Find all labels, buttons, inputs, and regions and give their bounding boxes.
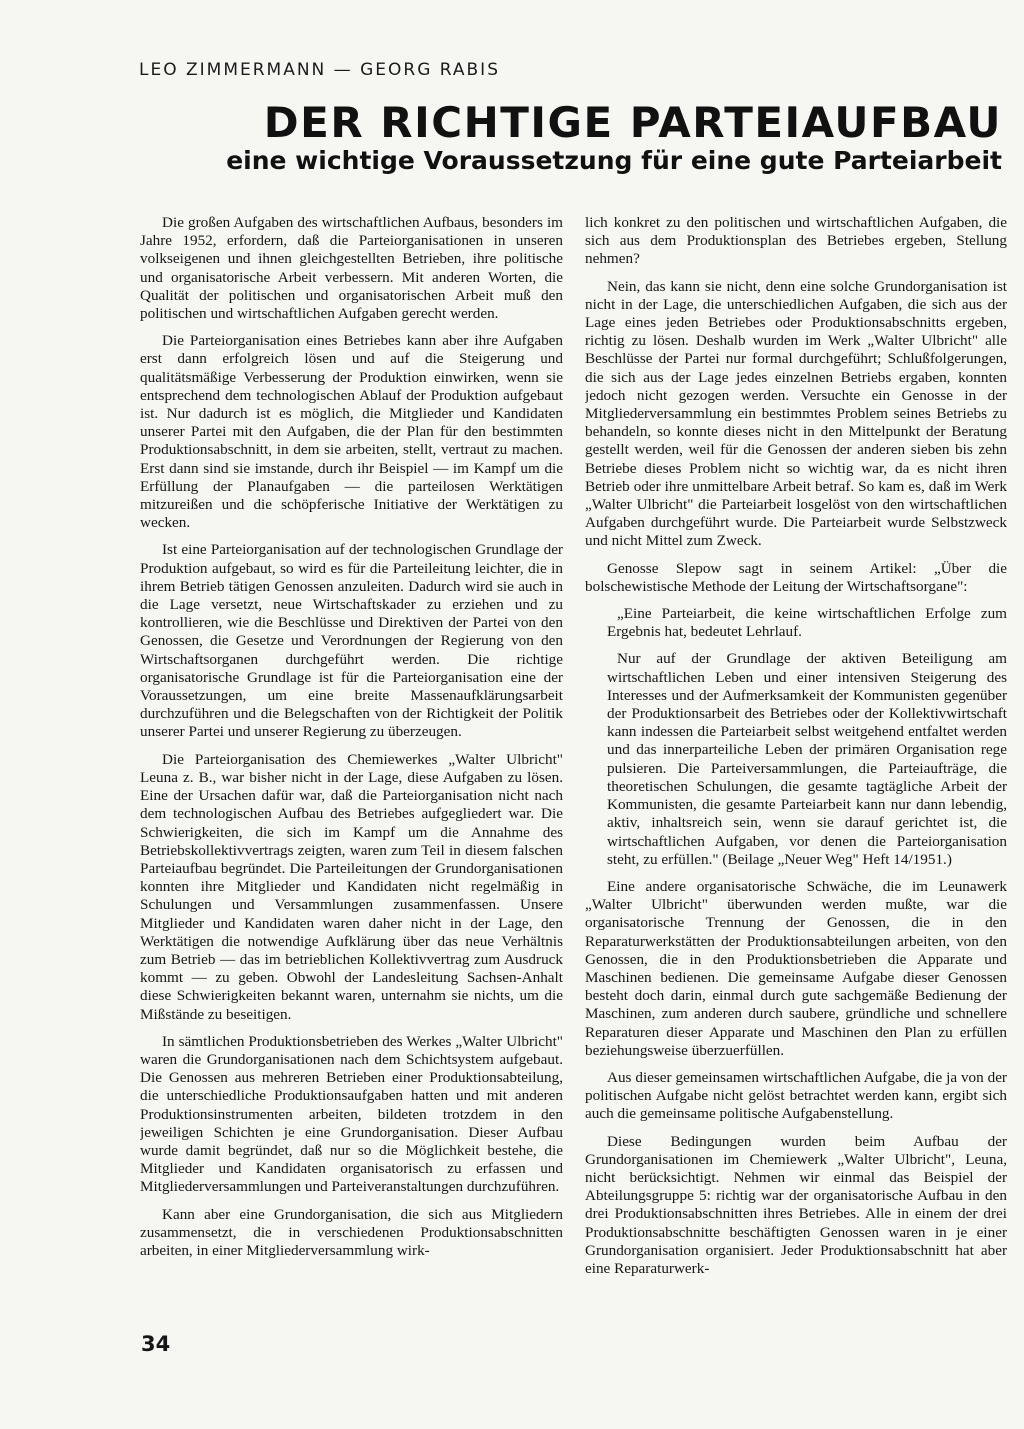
authors-line: LEO ZIMMERMANN — GEORG RABIS bbox=[139, 60, 500, 80]
paragraph: Diese Bedingungen wurden beim Aufbau der Grundorganisationen im Chemiewerk „Walter Ulbricht", Leuna, nicht berücksichtigt. Nehmen wir einmal das Beispiel der Abteilungsgruppe 5: richtig war der organisatorische Aufbau in den drei Produktionsabschnitten ihres Betriebes. Alle in einem der drei Produktionsabschnitte beschäftigten Genossen waren in je einer Grundorganisation organisiert. Jeder Produktionsabschnitt hat aber eine Reparaturwerk- bbox=[585, 1132, 1007, 1277]
paragraph: Die Parteiorganisation des Chemiewerkes „Walter Ulbricht" Leuna z. B., war bisher nicht in der Lage, diese Aufgaben zu lösen. Eine der Ursachen dafür war, daß die Parteiorganisation nicht nach dem technologischen Aufbau des Betriebes aufgegliedert war. Die Schwierigkeiten, die sich im Kampf um die Annahme des Betriebskollektivvertrags zeigten, waren zum Teil in diesem falschen Parteiaufbau begründet. Die Parteileitungen der Grundorganisationen konnten ihre Mitglieder und Kandidaten nicht regelmäßig in Schulungen und Versammlungen zusammenfassen. Unsere Mitglieder und Kandidaten waren daher nicht in der Lage, den Werktätigen die notwendige Aufklärung über das neue Verhältnis zum Betrieb — das im betrieblichen Kollektivvertrag zum Ausdruck kommt — zu geben. Obwohl der Landesleitung Sachsen-Anhalt diese Schwierigkeiten bekannt waren, unternahm sie nichts, um die Mißstände zu beseitigen. bbox=[140, 750, 563, 1023]
paragraph: Die Parteiorganisation eines Betriebes kann aber ihre Aufgaben erst dann erfolgreich lösen und auf die Steigerung und qualitätsmäßige Verbesserung der Produktion einwirken, wenn sie entsprechend dem technologischen Ablauf der Produktion aufgebaut ist. Nur dadurch ist es möglich, die Mitglieder und Kandidaten unserer Partei mit den Aufgaben, die der Plan für den bestimmten Produktionsabschnitt, in dem sie arbeiten, stellt, vertraut zu machen. Erst dann sind sie imstande, durch ihr Beispiel — im Kampf um die Erfüllung der Planaufgaben — die parteilosen Werktätigen mitzureißen und die schöpferische Initiative der Werktätigen zu wecken. bbox=[140, 332, 563, 532]
paragraph: Ist eine Parteiorganisation auf der technologischen Grundlage der Produktion aufgebaut, so wird es für die Parteileitung leichter, die in ihrem Betrieb tätigen Genossen anzuleiten. Dadurch wird sie auch in die Lage versetzt, neue Wirtschaftskader zu erziehen und zu kontrollieren, wie die Beschlüsse und Direktiven der Partei von den Genossen, die Gesetze und Verordnungen der Regierung von den Wirtschaftsorganen durchgeführt werden. Die richtige organisatorische Grundlage ist für die Parteiorganisation eine der Voraussetzungen, um eine breite Massenaufklärungsarbeit durchzuführen und die Belegschaften von der Richtigkeit der Politik unserer Partei und unserer Regierung zu überzeugen. bbox=[140, 541, 563, 741]
paragraph: Eine andere organisatorische Schwäche, die im Leunawerk „Walter Ulbricht" überwunden werden mußte, war die organisatorische Trennung der Genossen, die in den Reparaturwerkstätten der Produktionsabteilungen arbeiten, von den Genossen, die in den Produktionsbetrieben die Apparate und Maschinen bedienen. Die gemeinsame Aufgabe dieser Genossen besteht doch darin, einmal durch gute sachgemäße Bedienung der Maschinen, zum anderen durch saubere, gründliche und schnellere Reparaturen dieser Apparate und Maschinen den Plan zu erfüllen beziehungsweise überzuerfüllen. bbox=[585, 877, 1007, 1059]
paragraph: Die großen Aufgaben des wirtschaftlichen Aufbaus, besonders im Jahre 1952, erfordern, daß die Parteiorganisationen in unseren volkseigenen und ihnen gleichgestellten Betrieben, ihre politische und organisatorische Arbeit verbessern. Mit anderen Worten, die Qualität der politischen und organisatorischen Arbeit muß den politischen und wirtschaftlichen Aufgaben gerecht werden. bbox=[140, 214, 563, 323]
paragraph: Nein, das kann sie nicht, denn eine solche Grundorganisation ist nicht in der Lage, die unterschiedlichen Aufgaben, die sich aus der Lage eines jeden Betriebes oder Produktionsabschnitts ergeben, richtig zu lösen. Deshalb wurden im Werk „Walter Ulbricht" alle Beschlüsse der Partei nur formal durchgeführt; Schlußfolgerungen, die sich aus der Lage jedes einzelnen Betriebs ergaben, konnten jedoch nicht gezogen werden. Versuchte ein Genosse in der Mitgliederversammlung ein bestimmtes Problem seines Betriebs zu behandeln, so konnte dieses nicht in den Mittelpunkt der Beratung gestellt werden, weil für die Genossen der anderen sieben bis zehn Betriebe dieses Problem nicht so wichtig war, da es nicht ihren Betrieb oder ihre unmittelbare Arbeit betraf. So kam es, daß im Werk „Walter Ulbricht" die Parteiarbeit losgelöst von den wirtschaftlichen Aufgaben durchgeführt wurde. Die Parteiarbeit wurde Selbstzweck und nicht Mittel zum Zweck. bbox=[585, 277, 1007, 550]
quote-paragraph: „Eine Parteiarbeit, die keine wirtschaftlichen Erfolge zum Ergebnis hat, bedeutet Lehrlauf. bbox=[607, 605, 1007, 641]
paragraph: Aus dieser gemeinsamen wirtschaftlichen Aufgabe, die ja von der politischen Aufgabe nicht gelöst betrachtet werden kann, ergibt sich auch die gemeinsame politische Aufgabenstellung. bbox=[585, 1068, 1007, 1123]
article-subtitle: eine wichtige Voraussetzung für eine gute Parteiarbeit bbox=[226, 146, 1002, 175]
paragraph: In sämtlichen Produktionsbetrieben des Werkes „Walter Ulbricht" waren die Grundorganisationen nach dem Schichtsystem aufgebaut. Die Genossen aus mehreren Betrieben einer Produktionsabteilung, die unterschiedliche Produktionsaufgaben hatten und mit anderen Produktionsinstrumenten arbeiten, bildeten trotzdem in den jeweiligen Schichten je eine Grundorganisation. Dieser Aufbau wurde damit begründet, daß nur so die Möglichkeit bestehe, die Mitglieder und Kandidaten organisatorisch zu erfassen und Mitgliederversammlungen und Parteiveranstaltungen durchzuführen. bbox=[140, 1032, 563, 1196]
article-title: DER RICHTIGE PARTEIAUFBAU bbox=[263, 98, 1002, 147]
paragraph: Genosse Slepow sagt in seinem Artikel: „Über die bolschewistische Methode der Leitung der Wirtschaftsorgane": bbox=[585, 559, 1007, 595]
right-text-column bbox=[585, 214, 1007, 1314]
page-number: 34 bbox=[141, 1332, 171, 1356]
quote-paragraph: Nur auf der Grundlage der aktiven Beteiligung am wirtschaftlichen Leben und einer intensiven Steigerung des Interesses und der Aufmerksamkeit der Kommunisten gegenüber der Produktionsarbeit des Betriebes oder der Kollektivwirtschaft kann indessen die Parteiarbeit selbst weitgehend entfaltet werden und das innerparteiliche Leben der primären Organisation rege pulsieren. Die Parteiversammlungen, die Parteiaufträge, die theoretischen Schulungen, die gesamte tagtägliche Arbeit der Kommunisten, die gesamte Parteiarbeit kann nur dann lebendig, aktiv, inhaltsreich sein, wenn sie darauf gerichtet ist, die wirtschaftlichen Aufgaben, vor denen die Parteiorganisation steht, zu erfüllen." (Beilage „Neuer Weg" Heft 14/1951.) bbox=[607, 650, 1007, 868]
paragraph: Kann aber eine Grundorganisation, die sich aus Mitgliedern zusammensetzt, die in verschiedenen Produktionsabschnitten arbeiten, in einer Mitgliederversammlung wirk- bbox=[140, 1205, 563, 1259]
left-text-column bbox=[140, 214, 563, 1314]
paragraph: lich konkret zu den politischen und wirtschaftlichen Aufgaben, die sich aus dem Produktionsplan des Betriebes ergeben, Stellung nehmen? bbox=[585, 214, 1007, 268]
